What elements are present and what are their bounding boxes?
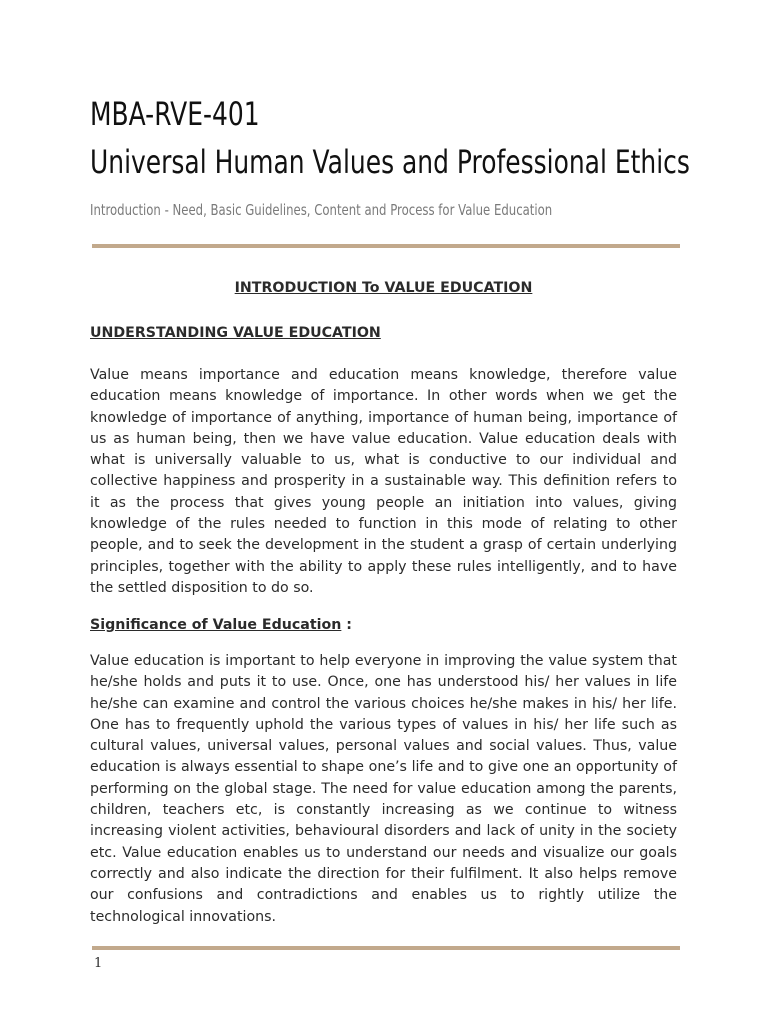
course-code: MBA-RVE-401 — [90, 95, 260, 133]
page-number: 1 — [94, 956, 103, 971]
paragraph-significance: Value education is important to help everyone in improving the value system that he/she holds and puts it to use. Once, one has understood his/ her values in life he/she can examine and control the various choices he/she makes in his/ her life. One has to frequently uphold the various types of values in his/ her life such as cultural values, universal values, personal values and social values. Thus, value education is always essential to shape one’s life and to give one an opportunity of performing on the global stage. The need for value education among the parents, children, teachers etc, is constantly increasing as we continue to witness increasing violent activities, behavioural disorders and lack of unity in the society etc. Value education enables us to understand our needs and visualize our goals correctly and also indicate the direction for their fulfilment. It also helps remove our confusions and contradictions and enables us to rightly utilize the technological innovations. — [90, 653, 677, 925]
significance-heading — [90, 615, 352, 635]
section-heading-text: INTRODUCTION To VALUE EDUCATION — [234, 280, 533, 296]
document-title: Universal Human Values and Professional Ethics — [90, 143, 690, 181]
significance-heading-text: Significance of Value Education — [90, 617, 342, 633]
document-subtitle: Introduction - Need, Basic Guidelines, Content and Process for Value Education — [90, 201, 553, 219]
bottom-divider — [92, 946, 680, 950]
subsection-heading — [90, 323, 381, 343]
section-heading — [90, 278, 677, 298]
significance-heading-colon: : — [341, 617, 352, 633]
subsection-heading-text: UNDERSTANDING VALUE EDUCATION — [90, 325, 381, 341]
paragraph-understanding: Value means importance and education means knowledge, therefore value education means knowledge of importance. In other words when we get the knowledge of importance of anything, importance of human being, importance of us as human being, then we have value education. Value education deals with what is universally valuable to us, what is conductive to our individual and collective happiness and prosperity in a sustainable way. This definition refers to it as the process that gives young people an initiation into values, giving knowledge of the rules needed to function in this mode of relating to other people, and to seek the development in the student a grasp of certain underlying principles, together with the ability to apply these rules intelligently, and to have the settled disposition to do so. — [90, 367, 677, 596]
top-divider — [92, 244, 680, 248]
